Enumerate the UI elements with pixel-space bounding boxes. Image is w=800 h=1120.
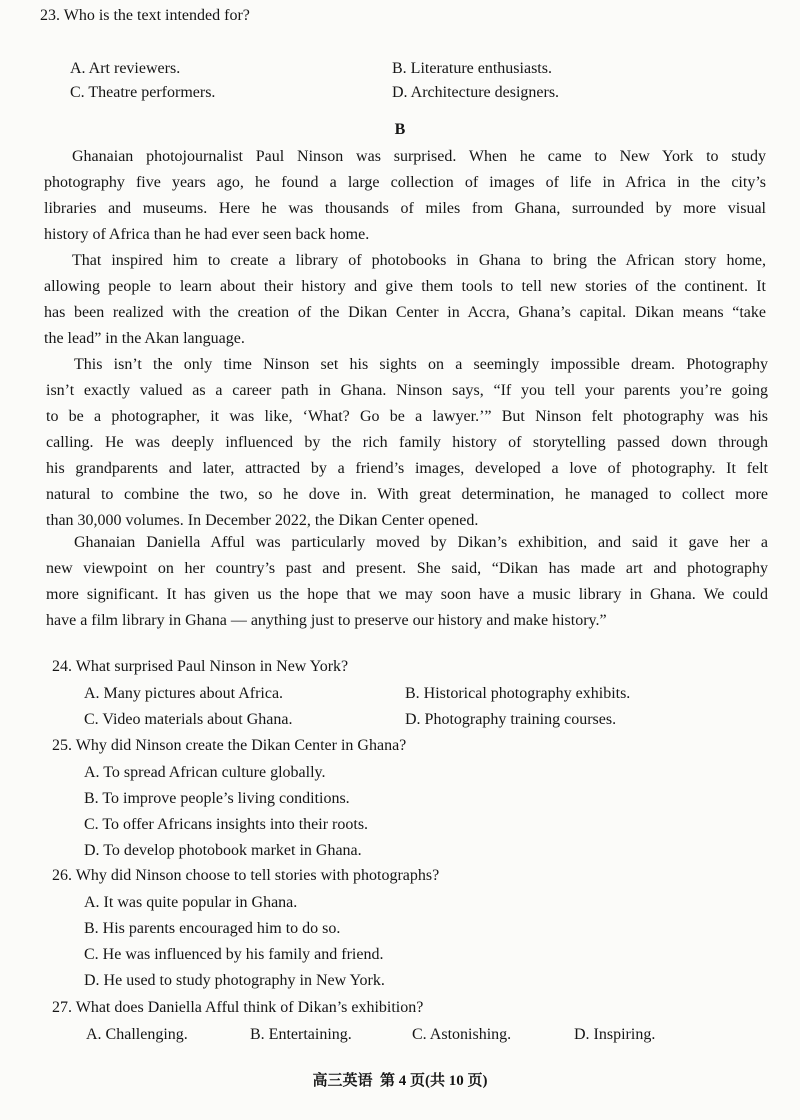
- q24-option-c: C. Video materials about Ghana.: [84, 711, 293, 728]
- q26-option-b: B. His parents encouraged him to do so.: [84, 920, 341, 937]
- q23-option-c: C. Theatre performers.: [70, 84, 216, 101]
- q26-option-a: A. It was quite popular in Ghana.: [84, 894, 298, 911]
- passage-line: isn’t exactly valued as a career path in Ghana. Ninson says, “If you tell your parents you’re going: [46, 382, 768, 399]
- q27-option-d: D. Inspiring.: [574, 1026, 656, 1043]
- passage-line: Ghanaian photojournalist Paul Ninson was surprised. When he came to New York to study: [72, 148, 766, 165]
- passage-line: more significant. It has given us the hope that we may soon have a music library in Ghana. We could: [46, 586, 768, 603]
- question-26: 26. Why did Ninson choose to tell stories with photographs?: [52, 867, 440, 884]
- passage-line: history of Africa than he had ever seen back home.: [44, 226, 370, 243]
- q27-option-a: A. Challenging.: [86, 1026, 188, 1043]
- passage-line: That inspired him to create a library of photobooks in Ghana to bring the African story home,: [72, 252, 766, 269]
- q23-option-b: B. Literature enthusiasts.: [392, 60, 552, 77]
- q27-option-c: C. Astonishing.: [412, 1026, 512, 1043]
- q26-option-c: C. He was influenced by his family and friend.: [84, 946, 384, 963]
- q25-option-a: A. To spread African culture globally.: [84, 764, 326, 781]
- passage-line: to be a photographer, it was like, ‘What? Go be a lawyer.’” But Ninson felt photography was his: [46, 408, 768, 425]
- section-label: B: [394, 121, 406, 138]
- passage-paragraph-1: [44, 144, 766, 248]
- q23-option-d: D. Architecture designers.: [392, 84, 560, 101]
- passage-line: has been realized with the creation of the Dikan Center in Accra, Ghana’s capital. Dikan means “take: [44, 304, 766, 321]
- passage-line: libraries and museums. Here he was thousands of miles from Ghana, surrounded by more visual: [44, 200, 766, 217]
- q27-option-b: B. Entertaining.: [250, 1026, 352, 1043]
- question-24: 24. What surprised Paul Ninson in New York?: [52, 658, 349, 675]
- passage-paragraph-4: [46, 530, 768, 634]
- q25-option-c: C. To offer Africans insights into their roots.: [84, 816, 369, 833]
- passage-line: photography five years ago, he found a large collection of images of life in Africa in the city’s: [44, 174, 766, 191]
- passage-line: This isn’t the only time Ninson set his sights on a seemingly impossible dream. Photography: [74, 356, 768, 373]
- page-footer: 高三英语 第 4 页(共 10 页): [312, 1073, 488, 1089]
- question-25: 25. Why did Ninson create the Dikan Center in Ghana?: [52, 737, 407, 754]
- q25-option-b: B. To improve people’s living conditions.: [84, 790, 350, 807]
- q23-option-a: A. Art reviewers.: [70, 60, 181, 77]
- passage-paragraph-3: [46, 352, 768, 534]
- q26-option-d: D. He used to study photography in New York.: [84, 972, 385, 989]
- passage-line: than 30,000 volumes. In December 2022, the Dikan Center opened.: [46, 512, 479, 529]
- passage-line: the lead” in the Akan language.: [44, 330, 245, 347]
- question-23: 23. Who is the text intended for?: [40, 7, 250, 24]
- passage-line: new viewpoint on her country’s past and present. She said, “Dikan has made art and photography: [46, 560, 768, 577]
- passage-paragraph-2: [44, 248, 766, 352]
- passage-line: his grandparents and later, attracted by a friend’s images, developed a love of photography. It felt: [46, 460, 768, 477]
- passage-line: Ghanaian Daniella Afful was particularly moved by Dikan’s exhibition, and said it gave her a: [74, 534, 768, 551]
- passage-line: calling. He was deeply influenced by the rich family history of storytelling passed down through: [46, 434, 768, 451]
- q25-option-d: D. To develop photobook market in Ghana.: [84, 842, 362, 859]
- q24-option-b: B. Historical photography exhibits.: [405, 685, 631, 702]
- passage-line: allowing people to learn about their history and give them tools to tell new stories of the continent. It: [44, 278, 766, 295]
- passage-line: have a film library in Ghana — anything just to preserve our history and make history.”: [46, 612, 607, 629]
- q24-option-d: D. Photography training courses.: [405, 711, 617, 728]
- q24-option-a: A. Many pictures about Africa.: [84, 685, 284, 702]
- question-27: 27. What does Daniella Afful think of Dikan’s exhibition?: [52, 999, 424, 1016]
- passage-line: natural to combine the two, so he dove in. With great determination, he managed to collect more: [46, 486, 768, 503]
